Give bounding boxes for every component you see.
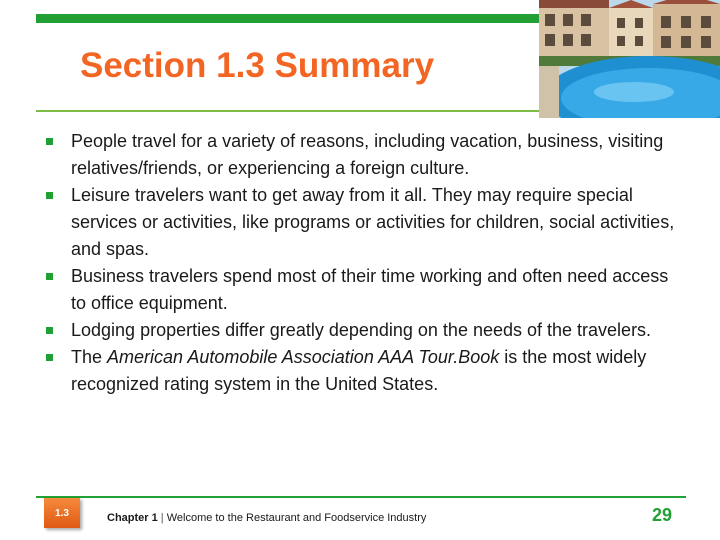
bullet-text: Leisure travelers want to get away from it all. They may require special services or activities, like programs or activities for children, social activities, and spas. <box>71 185 675 259</box>
bullet-item <box>46 317 686 344</box>
bullet-item <box>46 344 686 398</box>
footer-separator: | <box>157 512 167 524</box>
bullet-text: Business travelers spend most of their time working and often need access to office equipment. <box>71 266 669 313</box>
footer-rule <box>36 496 686 498</box>
bullet-text-italic: American Automobile Association AAA Tour.Book <box>107 347 500 367</box>
bullet-text: is the most widely recognized rating system in the United States. <box>71 347 647 394</box>
bullet-square-icon <box>46 273 53 280</box>
bullet-square-icon <box>46 138 53 145</box>
bullet-item <box>46 263 686 317</box>
bullet-square-icon <box>46 327 53 334</box>
chapter-title: Welcome to the Restaurant and Foodservice Industry <box>166 512 427 524</box>
bullet-text: Lodging properties differ greatly depending on the needs of the travelers. <box>71 320 652 340</box>
top-accent-bar <box>36 14 539 23</box>
section-tab: 1.3 <box>44 498 80 528</box>
title-underline <box>36 110 539 112</box>
summary-bullet-list <box>46 128 686 398</box>
bullet-item <box>46 182 686 263</box>
chapter-label: Chapter 1 <box>107 512 158 524</box>
bullet-square-icon <box>46 192 53 199</box>
bullet-square-icon <box>46 354 53 361</box>
bullet-text: People travel for a variety of reasons, including vacation, business, visiting relatives/friends, or experiencing a foreign culture. <box>71 131 664 178</box>
page-number: 29 <box>652 505 673 525</box>
slide-title: Section 1.3 Summary <box>80 46 435 85</box>
footer-caption <box>107 512 426 524</box>
resort-pool-photo <box>539 0 720 118</box>
bullet-item <box>46 128 686 182</box>
bullet-text: The <box>71 347 108 367</box>
